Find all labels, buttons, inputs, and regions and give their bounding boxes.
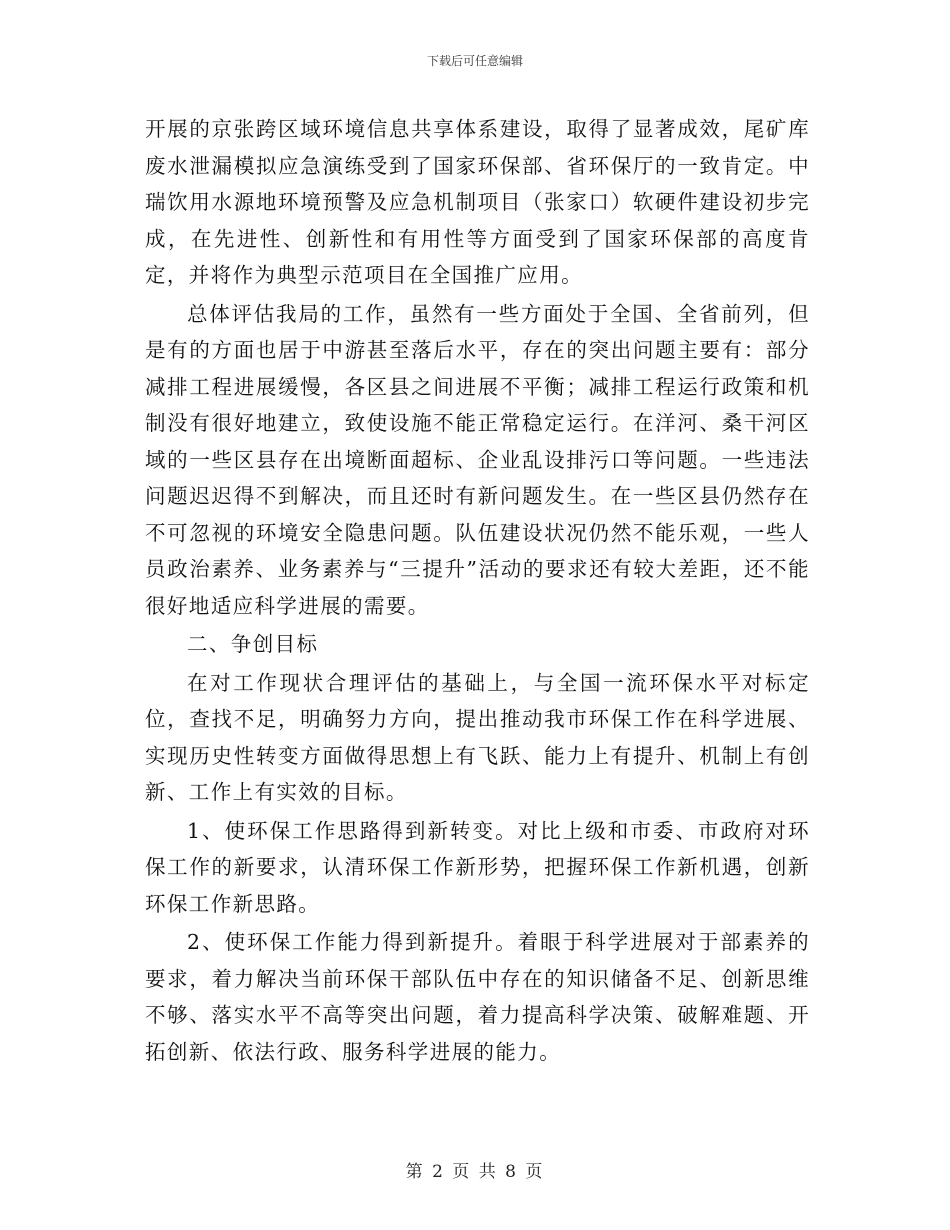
document-body — [145, 111, 810, 1070]
section-heading: 二、争创目标 — [187, 632, 319, 656]
paragraph-goal-1: 1、使环保工作思路得到新转变。对比上级和市委、市政府对环保工作的新要求，认清环保工作新形势，把握环保工作新机遇，创新环保工作新思路。 — [145, 818, 810, 916]
page-footer: 第 2 页 共 8 页 — [405, 1162, 545, 1182]
paragraph-goal-2: 2、使环保工作能力得到新提升。着眼于科学进展对于部素养的要求，着力解决当前环保干部队伍中存在的知识储备不足、创新思维不够、落实水平不高等突出问题，着力提高科学决策、破解难题、开拓创新、依法行政、服务科学进展的能力。 — [145, 930, 810, 1064]
page-header: 下载后可任意编辑 — [426, 54, 523, 68]
paragraph-goals-intro: 在对工作现状合理评估的基础上，与全国一流环保水平对标定位，查找不足，明确努力方向，提出推动我市环保工作在科学进展、实现历史性转变方面做得思想上有飞跃、能力上有提升、机制上有创新、工作上有实效的目标。 — [145, 670, 810, 804]
paragraph-continuation: 开展的京张跨区域环境信息共享体系建设，取得了显著成效，尾矿库废水泄漏模拟应急演练受到了国家环保部、省环保厅的一致肯定。中瑞饮用水源地环境预警及应急机制项目（张家口）软硬件建设初步完成，在先进性、创新性和有用性等方面受到了国家环保部的高度肯定，并将作为典型示范项目在全国推广应用。 — [145, 117, 810, 287]
paragraph-assessment: 总体评估我局的工作，虽然有一些方面处于全国、全省前列，但是有的方面也居于中游甚至落后水平，存在的突出问题主要有：部分减排工程进展缓慢，各区县之间进展不平衡；减排工程运行政策和机制没有很好地建立，致使设施不能正常稳定运行。在洋河、桑干河区域的一些区县存在出境断面超标、企业乱设排污口等问题。一些违法问题迟迟得不到解决，而且还时有新问题发生。在一些区县仍然存在不可忽视的环境安全隐患问题。队伍建设状况仍然不能乐观，一些人员政治素养、业务素养与“三提升”活动的要求还有较大差距，还不能很好地适应科学进展的需要。 — [145, 301, 810, 618]
